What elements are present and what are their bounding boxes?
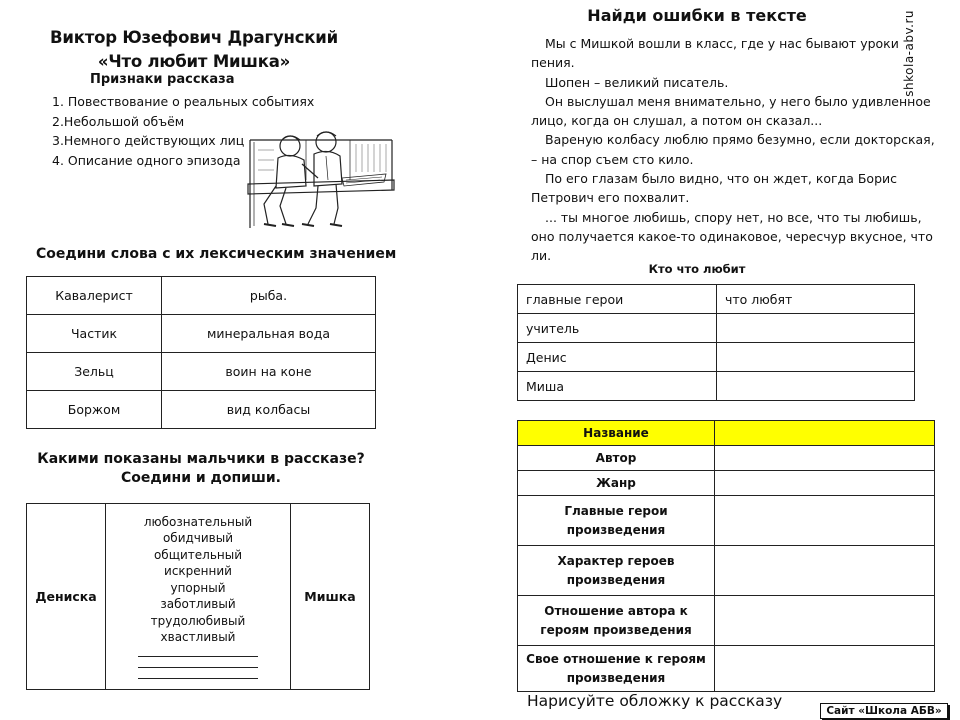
table-row: [518, 372, 915, 401]
likes-answer-cell[interactable]: [717, 372, 915, 401]
site-url-vertical: shkola-abv.ru: [902, 10, 916, 97]
story-signs-heading: Признаки рассказа: [90, 72, 235, 87]
errors-paragraph: Шопен – великий писатель.: [545, 74, 729, 90]
table-row: [27, 277, 376, 315]
trait-item: трудолюбивый: [150, 613, 246, 628]
table-row: [518, 646, 935, 692]
likes-hero: Денис: [518, 343, 717, 372]
vocab-word: Зельц: [27, 353, 162, 391]
two-boys-illustration: [246, 120, 396, 232]
book-title: [40, 26, 348, 74]
vocab-meaning: воин на коне: [162, 353, 376, 391]
info-label-genre: Жанр: [518, 471, 715, 496]
trait-item: обидчивый: [162, 531, 234, 545]
table-row: [518, 446, 935, 471]
info-label-author-attitude: Отношение автора к героям произведения: [518, 596, 715, 646]
vocab-word: Кавалерист: [27, 277, 162, 315]
traits-list: [106, 504, 291, 690]
errors-paragraph: ... ты многое любишь, спору нет, но все, что ты любишь, оно получается какое-то одинаковое, чересчур вкусное, что ли.: [531, 209, 933, 264]
info-answer-cell[interactable]: [715, 646, 935, 692]
story-info-table: [517, 420, 935, 692]
errors-paragraph: Вареную колбасу люблю прямо безумно, если докторская, – на спор съем сто кило.: [531, 132, 935, 167]
info-label-title: Название: [518, 421, 715, 446]
info-label-author: Автор: [518, 446, 715, 471]
info-answer-cell[interactable]: [715, 496, 935, 546]
author-name: Виктор Юзефович Драгунский: [49, 28, 339, 47]
table-row: [518, 496, 935, 546]
story-sign-item: 2.Небольшой объём: [52, 113, 185, 129]
table-row: [518, 546, 935, 596]
trait-item: искренний: [164, 564, 232, 578]
info-label-heroes-character: Характер героев произведения: [518, 546, 715, 596]
errors-paragraph: По его глазам было видно, что он ждет, когда Борис Петрович его похвалит.: [531, 171, 898, 206]
answer-blank-line[interactable]: [138, 656, 258, 657]
table-row: [518, 421, 935, 446]
story-title: «Что любит Мишка»: [97, 52, 291, 71]
match-words-heading: Соедини слова с их лексическим значением: [36, 246, 397, 262]
info-answer-cell[interactable]: [715, 471, 935, 496]
likes-hero: Миша: [518, 372, 717, 401]
table-row: [518, 596, 935, 646]
errors-paragraph: Мы с Мишкой вошли в класс, где у нас бывают уроки пения.: [531, 36, 899, 71]
info-answer-cell[interactable]: [715, 421, 935, 446]
vocab-meaning: рыба.: [162, 277, 376, 315]
answer-blank-line[interactable]: [138, 678, 258, 679]
table-row: [518, 343, 915, 372]
info-answer-cell[interactable]: [715, 596, 935, 646]
answer-blank-line[interactable]: [138, 667, 258, 668]
boy-name-deniska: Дениска: [27, 504, 106, 690]
story-sign-item: 4. Описание одного эпизода: [52, 152, 241, 168]
table-row: [518, 314, 915, 343]
likes-header-likes: что любят: [717, 285, 915, 314]
vocab-meaning: минеральная вода: [162, 315, 376, 353]
table-row: [518, 285, 915, 314]
errors-paragraph: Он выслушал меня внимательно, у него было удивленное лицо, когда он слушал, а потом он сказал...: [531, 93, 931, 129]
table-row: [27, 353, 376, 391]
likes-hero: учитель: [518, 314, 717, 343]
info-answer-cell[interactable]: [715, 546, 935, 596]
story-sign-item: 3.Немного действующих лиц: [52, 133, 245, 148]
who-likes-what-heading: Кто что любит: [648, 262, 746, 276]
boys-heading: [26, 450, 376, 488]
site-badge: Сайт «Школа АБВ»: [820, 703, 948, 719]
draw-cover-task: Нарисуйте обложку к рассказу: [527, 692, 783, 710]
boys-instruction: Соедини и допиши.: [121, 470, 281, 486]
vocabulary-table: [26, 276, 376, 429]
info-label-own-attitude: Свое отношение к героям произведения: [518, 646, 715, 692]
errors-text: [531, 34, 936, 266]
likes-answer-cell[interactable]: [717, 343, 915, 372]
who-likes-what-table: [517, 284, 915, 401]
table-row: [27, 315, 376, 353]
trait-item: заботливый: [160, 597, 236, 611]
vocab-word: Частик: [27, 315, 162, 353]
likes-answer-cell[interactable]: [717, 314, 915, 343]
find-errors-heading: Найди ошибки в тексте: [587, 6, 807, 25]
trait-item: хвастливый: [160, 630, 236, 644]
table-row: [27, 504, 370, 690]
story-sign-item: 1. Повествование о реальных событиях: [52, 94, 315, 109]
boys-question: Какими показаны мальчики в рассказе?: [37, 451, 365, 467]
boys-traits-table: [26, 503, 370, 690]
vocab-word: Боржом: [27, 391, 162, 429]
likes-header-heroes: главные герои: [518, 285, 717, 314]
trait-item: общительный: [153, 547, 243, 562]
table-row: [518, 471, 935, 496]
info-answer-cell[interactable]: [715, 446, 935, 471]
vocab-meaning: вид колбасы: [162, 391, 376, 429]
boy-name-mishka: Мишка: [291, 504, 370, 690]
info-label-main-heroes: Главные герои произведения: [518, 496, 715, 546]
trait-item: упорный: [170, 580, 226, 595]
table-row: [27, 391, 376, 429]
trait-item: любознательный: [143, 514, 253, 529]
